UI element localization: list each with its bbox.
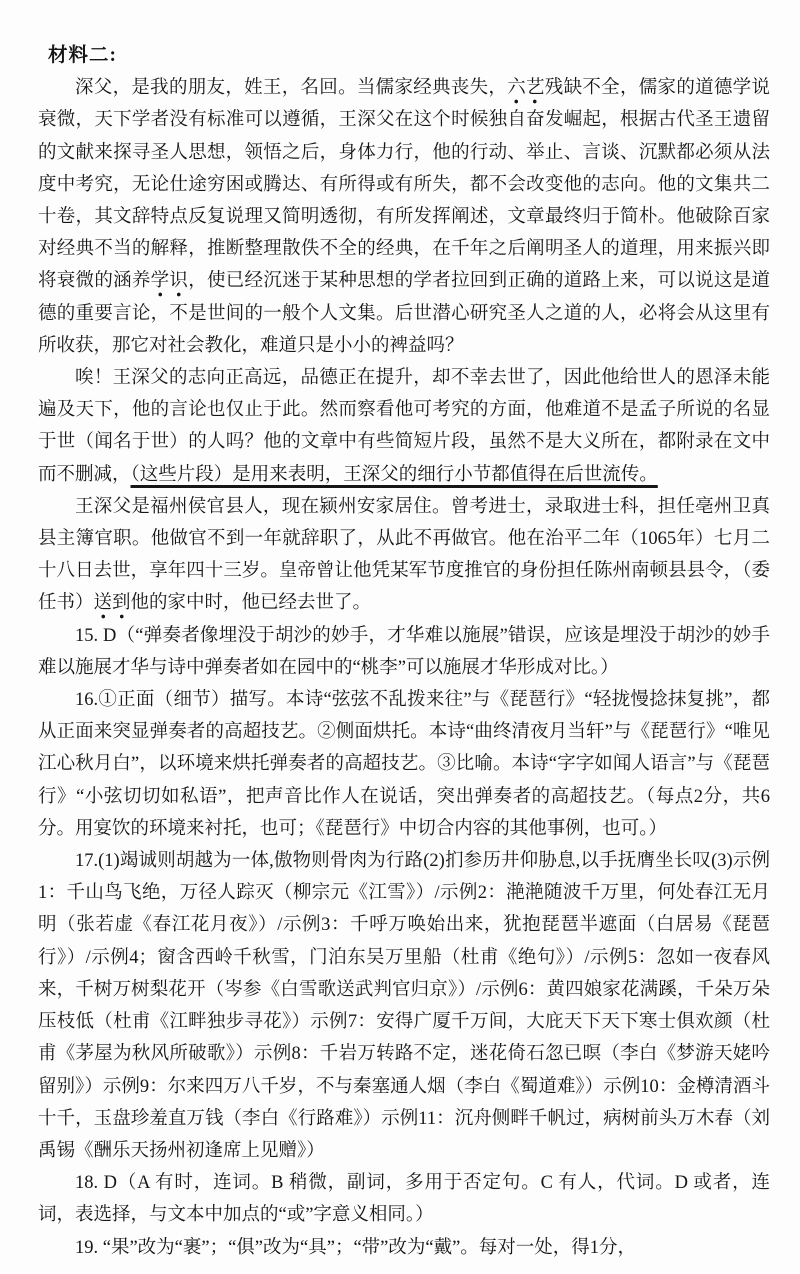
text-run: 他的家中时，他已经去世了。 [130, 593, 372, 614]
answer-17: 17.(1)竭诚则胡越为一体,傲物则骨肉为行路(2)扪参历井仰胁息,以手抚膺坐长叹(3)示例1：千山鸟飞绝，万径人踪灭（柳宗元《江雪》）/示例2：滟滟随波千万里，何处春江无月明（张若虚《春江花月夜》）/示例3：千呼万唤始出来，犹抱琵琶半遮面（白居易《琵琶行》）/示例4；窗含西岭千秋雪，门泊东吴万里船（杜甫《绝句》）/示例5：忽如一夜春风来，千树万树梨花开（岑参《白雪歌送武判官归京》）/示例6：黄四娘家花满蹊，千朵万朵压枝低（杜甫《江畔独步寻花》）示例7：安得广厦千万间，大庇天下天下寒士俱欢颜（杜甫《茅屋为秋风所破歌》）示例8：千岩万转路不定，迷花倚石忽已暝（李白《梦游天姥吟留别》）示例9：尔来四万八千岁，不与秦塞通人烟（李白《蜀道难》）示例10：金樽清酒斗十千，玉盘珍羞直万钱（李白《行路难》）示例11：沉舟侧畔千帆过，病树前头万木春（刘禹锡《酬乐天扬州初逢席上见赠》） [38, 851, 770, 1161]
emphasis-dots-text: 学识 [151, 271, 189, 297]
text-run: 王深父是福州侯官县人，现在颍州安家居住。曾考进士，录取进士科，担任亳州卫真县主簿官职。他做官不到一年就辞职了，从此不再做官。他在治平二年（1065年）七月二十八日去世，享年四十三岁。皇帝曾让他凭某军节度推官的身份担任陈州南顿县县令，（委任书） [38, 496, 770, 614]
text-run: 深父，是我的朋友，姓王，名回。当儒家经典丧失， [75, 78, 508, 99]
text-run: 残缺不全，儒家的道德学说衰微，天下学者没有标准可以遵循，王深父在这个时候独自奋发崛起，根据古代圣王遗留的文献来探寻圣人思想，领悟之后，身体力行，他的行动、举止、言谈、沉默都必须从法度中考究，无论仕途穷困或腾达、有所得或有所失，都不会改变他的志向。他的文集共二十卷，其文辞特点反复说理又简明透彻，有所发挥阐述，文章最终归于简朴。他破除百家对经典不当的解释，推断整理散佚不全的经典，在千年之后阐明圣人的道理，用来振兴即将衰微的涵养 [38, 78, 770, 292]
emphasis-dots-text: 六艺 [507, 78, 545, 104]
answer-16: 16.①正面（细节）描写。本诗“弦弦不乱拨来往”与《琵琶行》“轻拢慢捻抹复挑”，都从正面来突显弹奏者的高超技艺。②侧面烘托。本诗“曲终清夜月当轩”与《琵琶行》“唯见江心秋月白”，以环境来烘托弹奏者的高超技艺。③比喻。本诗“字字如闻人语言”与《琵琶行》“小弦切切如私语”，把声音比作人在说话，突出弹奏者的高超技艺。（每点2分，共6分。用宴饮的环境来衬托，也可；《琵琶行》中切合内容的其他事例，也可。） [38, 690, 770, 839]
answer-15: 15. D（“弹奏者像埋没于胡沙的妙手，才华难以施展”错误，应该是埋没于胡沙的妙手难以施展才华与诗中弹奏者如在园中的“桃李”可以施展才华形成对比。） [38, 625, 770, 678]
answer-19: 19. “果”改为“裹”；“俱”改为“具”；“带”改为“戴”。每对一处，得1分， [75, 1237, 637, 1258]
emphasis-dots-text: 送到 [94, 593, 131, 619]
answer-18: 18. D（A 有时，连词。B 稍微，副词，多用于否定句。C 有人，代词。D 或者，连词，表选择，与文本中加点的“或”字意义相同。） [38, 1173, 770, 1226]
translation-paragraph-3 [38, 491, 770, 620]
underlined-sentence: （这些片段）是用来表明，王深父的细行小节都值得在后世流传。 [130, 464, 658, 485]
text-run: ，使已经沉迷于某种思想的学者拉回到正确的道路上来，可以说这是道德的重要言论，不是世间的一般个人文集。后世潜心研究圣人之道的人，必将会从这里有所收获，那它对社会教化，难道只是小小的裨益吗？ [38, 271, 770, 356]
translation-paragraph-1 [38, 72, 770, 362]
translation-paragraph-2 [38, 362, 770, 491]
text-run: 唉！王深父的志向正高远，品德正在提升，却不幸去世了，因此他给世人的恩泽未能遍及天下，他的言论也仅止于此。然而察看他可考究的方面，他难道不是孟子所说的名显于世（闻名于世）的人吗？他的文章中有些简短片段，虽然不是大义所在，都附录在文中而不删减， [38, 368, 770, 485]
material-2-heading: 材料二: [48, 45, 117, 66]
